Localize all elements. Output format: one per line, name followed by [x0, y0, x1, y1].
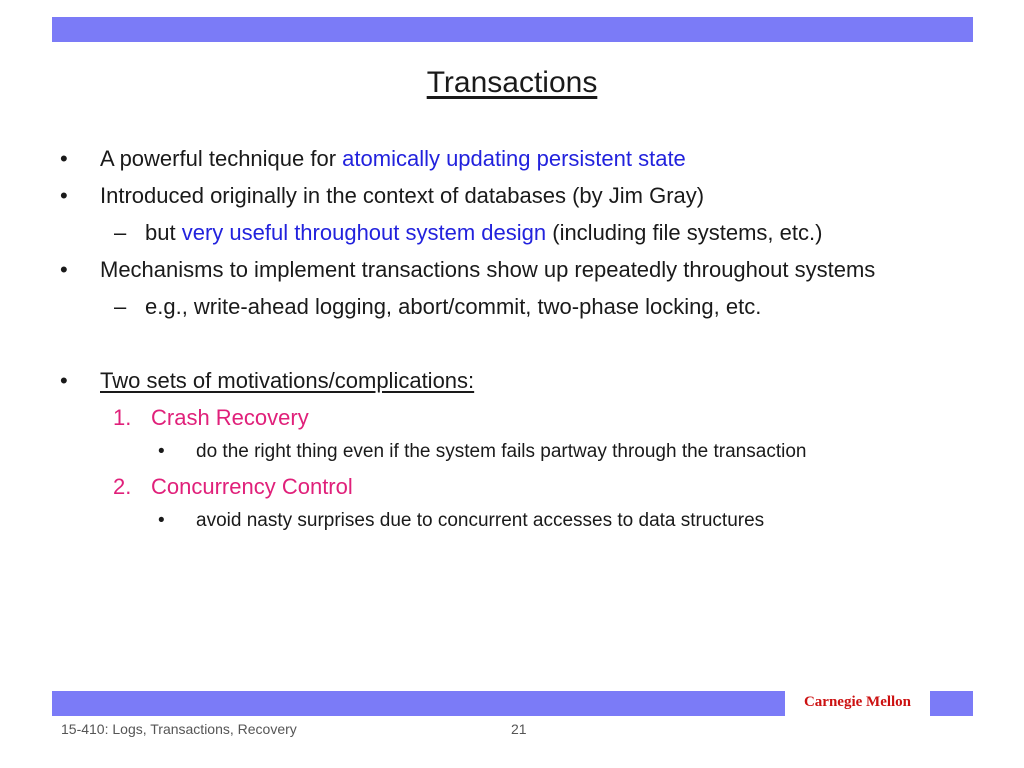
bullet-marker: • [60, 183, 68, 208]
dash-marker: – [114, 294, 127, 319]
bullet-3-sub: e.g., write-ahead logging, abort/commit, two-phase locking, etc. [145, 294, 762, 319]
item-2-sub: avoid nasty surprises due to concurrent accesses to data structures [196, 510, 765, 531]
bullet-marker: • [158, 510, 165, 531]
item-1-number: 1. [113, 405, 132, 430]
bullet-4: Two sets of motivations/complications: [100, 368, 475, 393]
bullet-1-highlight: atomically updating persistent state [342, 146, 686, 171]
footer-bar-left [52, 691, 785, 716]
dash-marker: – [114, 220, 127, 245]
bullet-2-sub [145, 220, 822, 246]
footer-course: 15-410: Logs, Transactions, Recovery [61, 721, 297, 737]
bullet-2: Introduced originally in the context of databases (by Jim Gray) [100, 183, 705, 208]
item-1-label: Crash Recovery [151, 405, 309, 430]
bullet-2-sub-highlight: very useful throughout system design [181, 220, 547, 245]
bullet-marker: • [60, 368, 68, 393]
item-1-sub: do the right thing even if the system fails partway through the transaction [196, 441, 807, 462]
bullet-1-text: A powerful technique for [100, 146, 343, 171]
brand-logo-text: Carnegie Mellon [803, 694, 912, 710]
bullet-1 [100, 146, 686, 172]
header-bar [52, 17, 973, 42]
slide-title: Transactions [426, 66, 598, 99]
item-2-number: 2. [113, 474, 132, 499]
bullet-3: Mechanisms to implement transactions show up repeatedly throughout systems [100, 257, 876, 282]
bullet-marker: • [158, 441, 165, 462]
bullet-2-sub-prefix: but [145, 220, 182, 245]
bullet-marker: • [60, 146, 68, 171]
bullet-marker: • [60, 257, 68, 282]
footer-bar-right [930, 691, 973, 716]
item-2-label: Concurrency Control [151, 474, 353, 499]
bullet-2-sub-suffix: (including file systems, etc.) [546, 220, 823, 245]
page-number: 21 [511, 721, 527, 737]
